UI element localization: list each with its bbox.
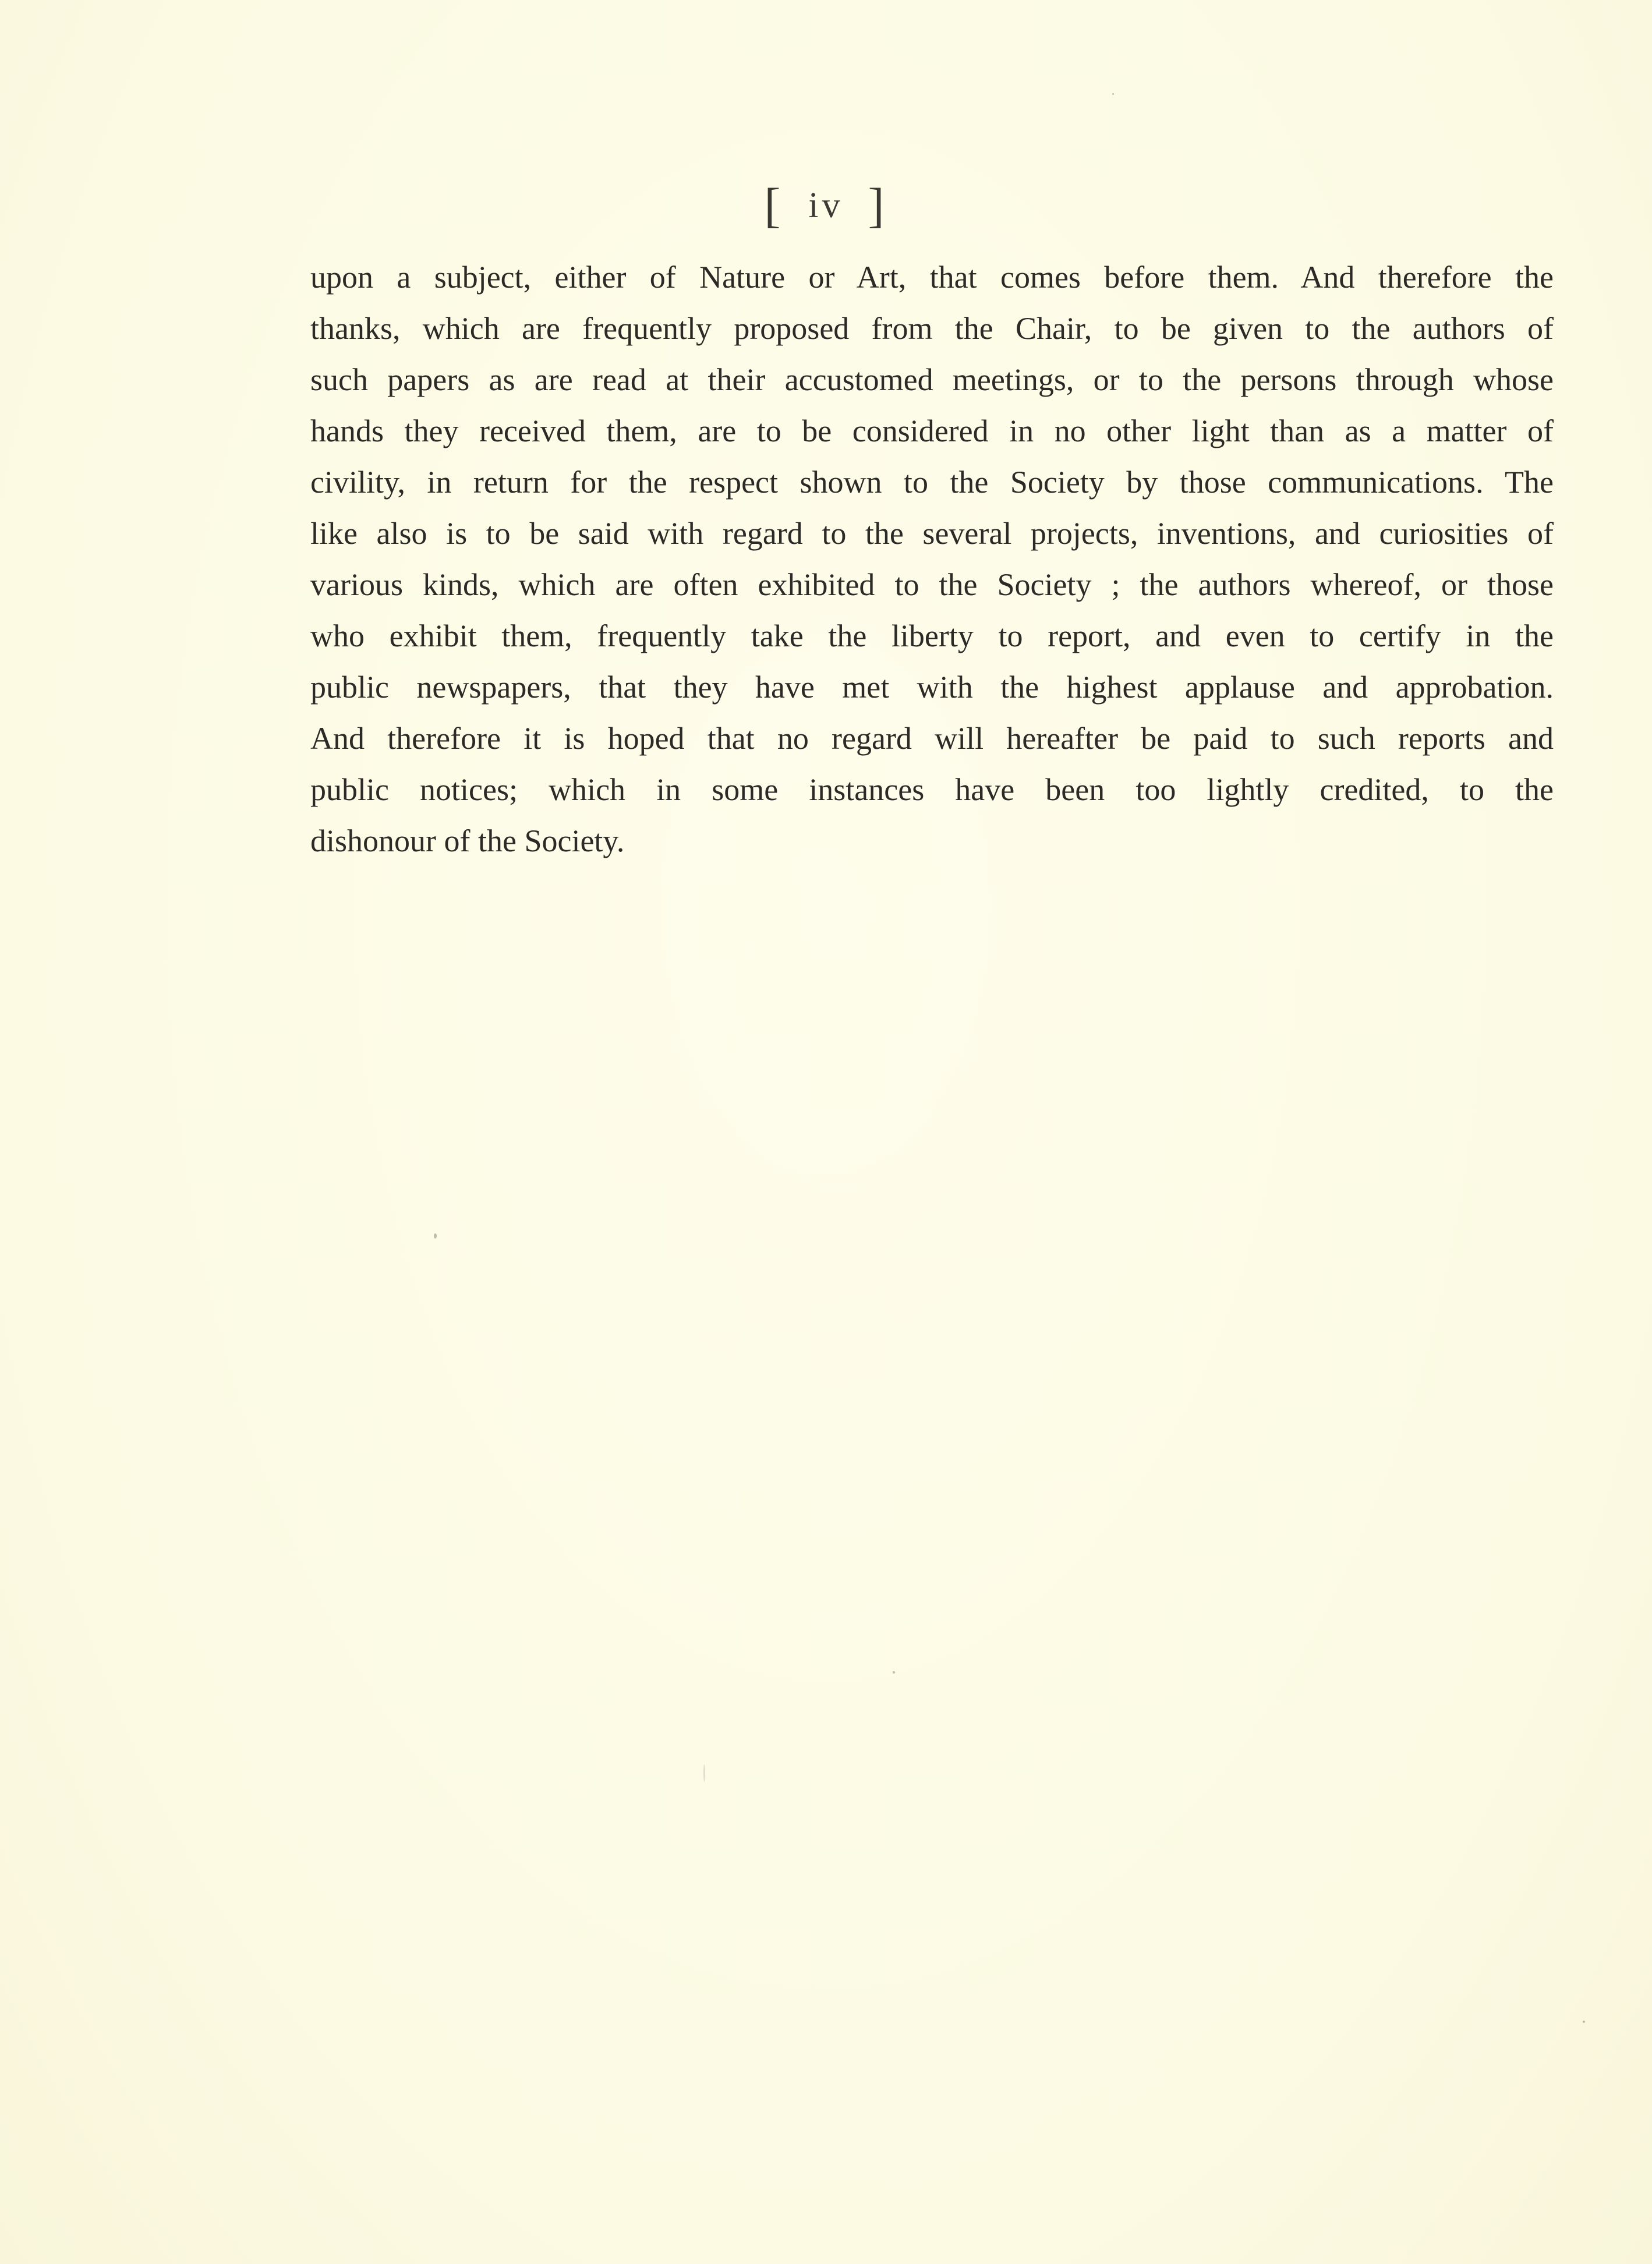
- text-line: public newspapers, that they have met with the highest applause and approbation.: [310, 670, 1554, 705]
- text-line: thanks, which are frequently proposed from the Chair, to be given to the authors of: [310, 311, 1554, 346]
- text-line: such papers as are read at their accustomed meetings, or to the persons through whose: [310, 362, 1554, 397]
- paper-speck: [1583, 2021, 1585, 2023]
- text-line: dishonour of the Society.: [310, 823, 625, 858]
- page-number-value: iv: [808, 186, 844, 225]
- text-line: who exhibit them, frequently take the liberty to report, and even to certify in the: [310, 618, 1554, 653]
- paper-speck: [893, 1671, 895, 1674]
- text-line: civility, in return for the respect shown to the Society by those communications. The: [310, 465, 1554, 500]
- page-number-close-bracket: ]: [868, 179, 888, 233]
- paper-speck: [434, 1233, 437, 1239]
- paper-speck: [1112, 93, 1114, 95]
- page-number-open-bracket: [: [764, 179, 784, 233]
- text-line: various kinds, which are often exhibited to the Society ; the authors whereof, or those: [310, 567, 1554, 602]
- body-paragraph: [310, 252, 1554, 866]
- page-number: [0, 178, 1652, 234]
- text-line: And therefore it is hoped that no regard will hereafter be paid to such reports and: [310, 721, 1554, 756]
- text-line: like also is to be said with regard to the several projects, inventions, and curiosities of: [310, 516, 1554, 551]
- text-line: public notices; which in some instances have been too lightly credited, to the: [310, 772, 1554, 807]
- text-line: upon a subject, either of Nature or Art, that comes before them. And therefore the: [310, 260, 1554, 295]
- text-line: hands they received them, are to be considered in no other light than as a matter of: [310, 413, 1554, 448]
- paper-speck: [703, 1764, 705, 1782]
